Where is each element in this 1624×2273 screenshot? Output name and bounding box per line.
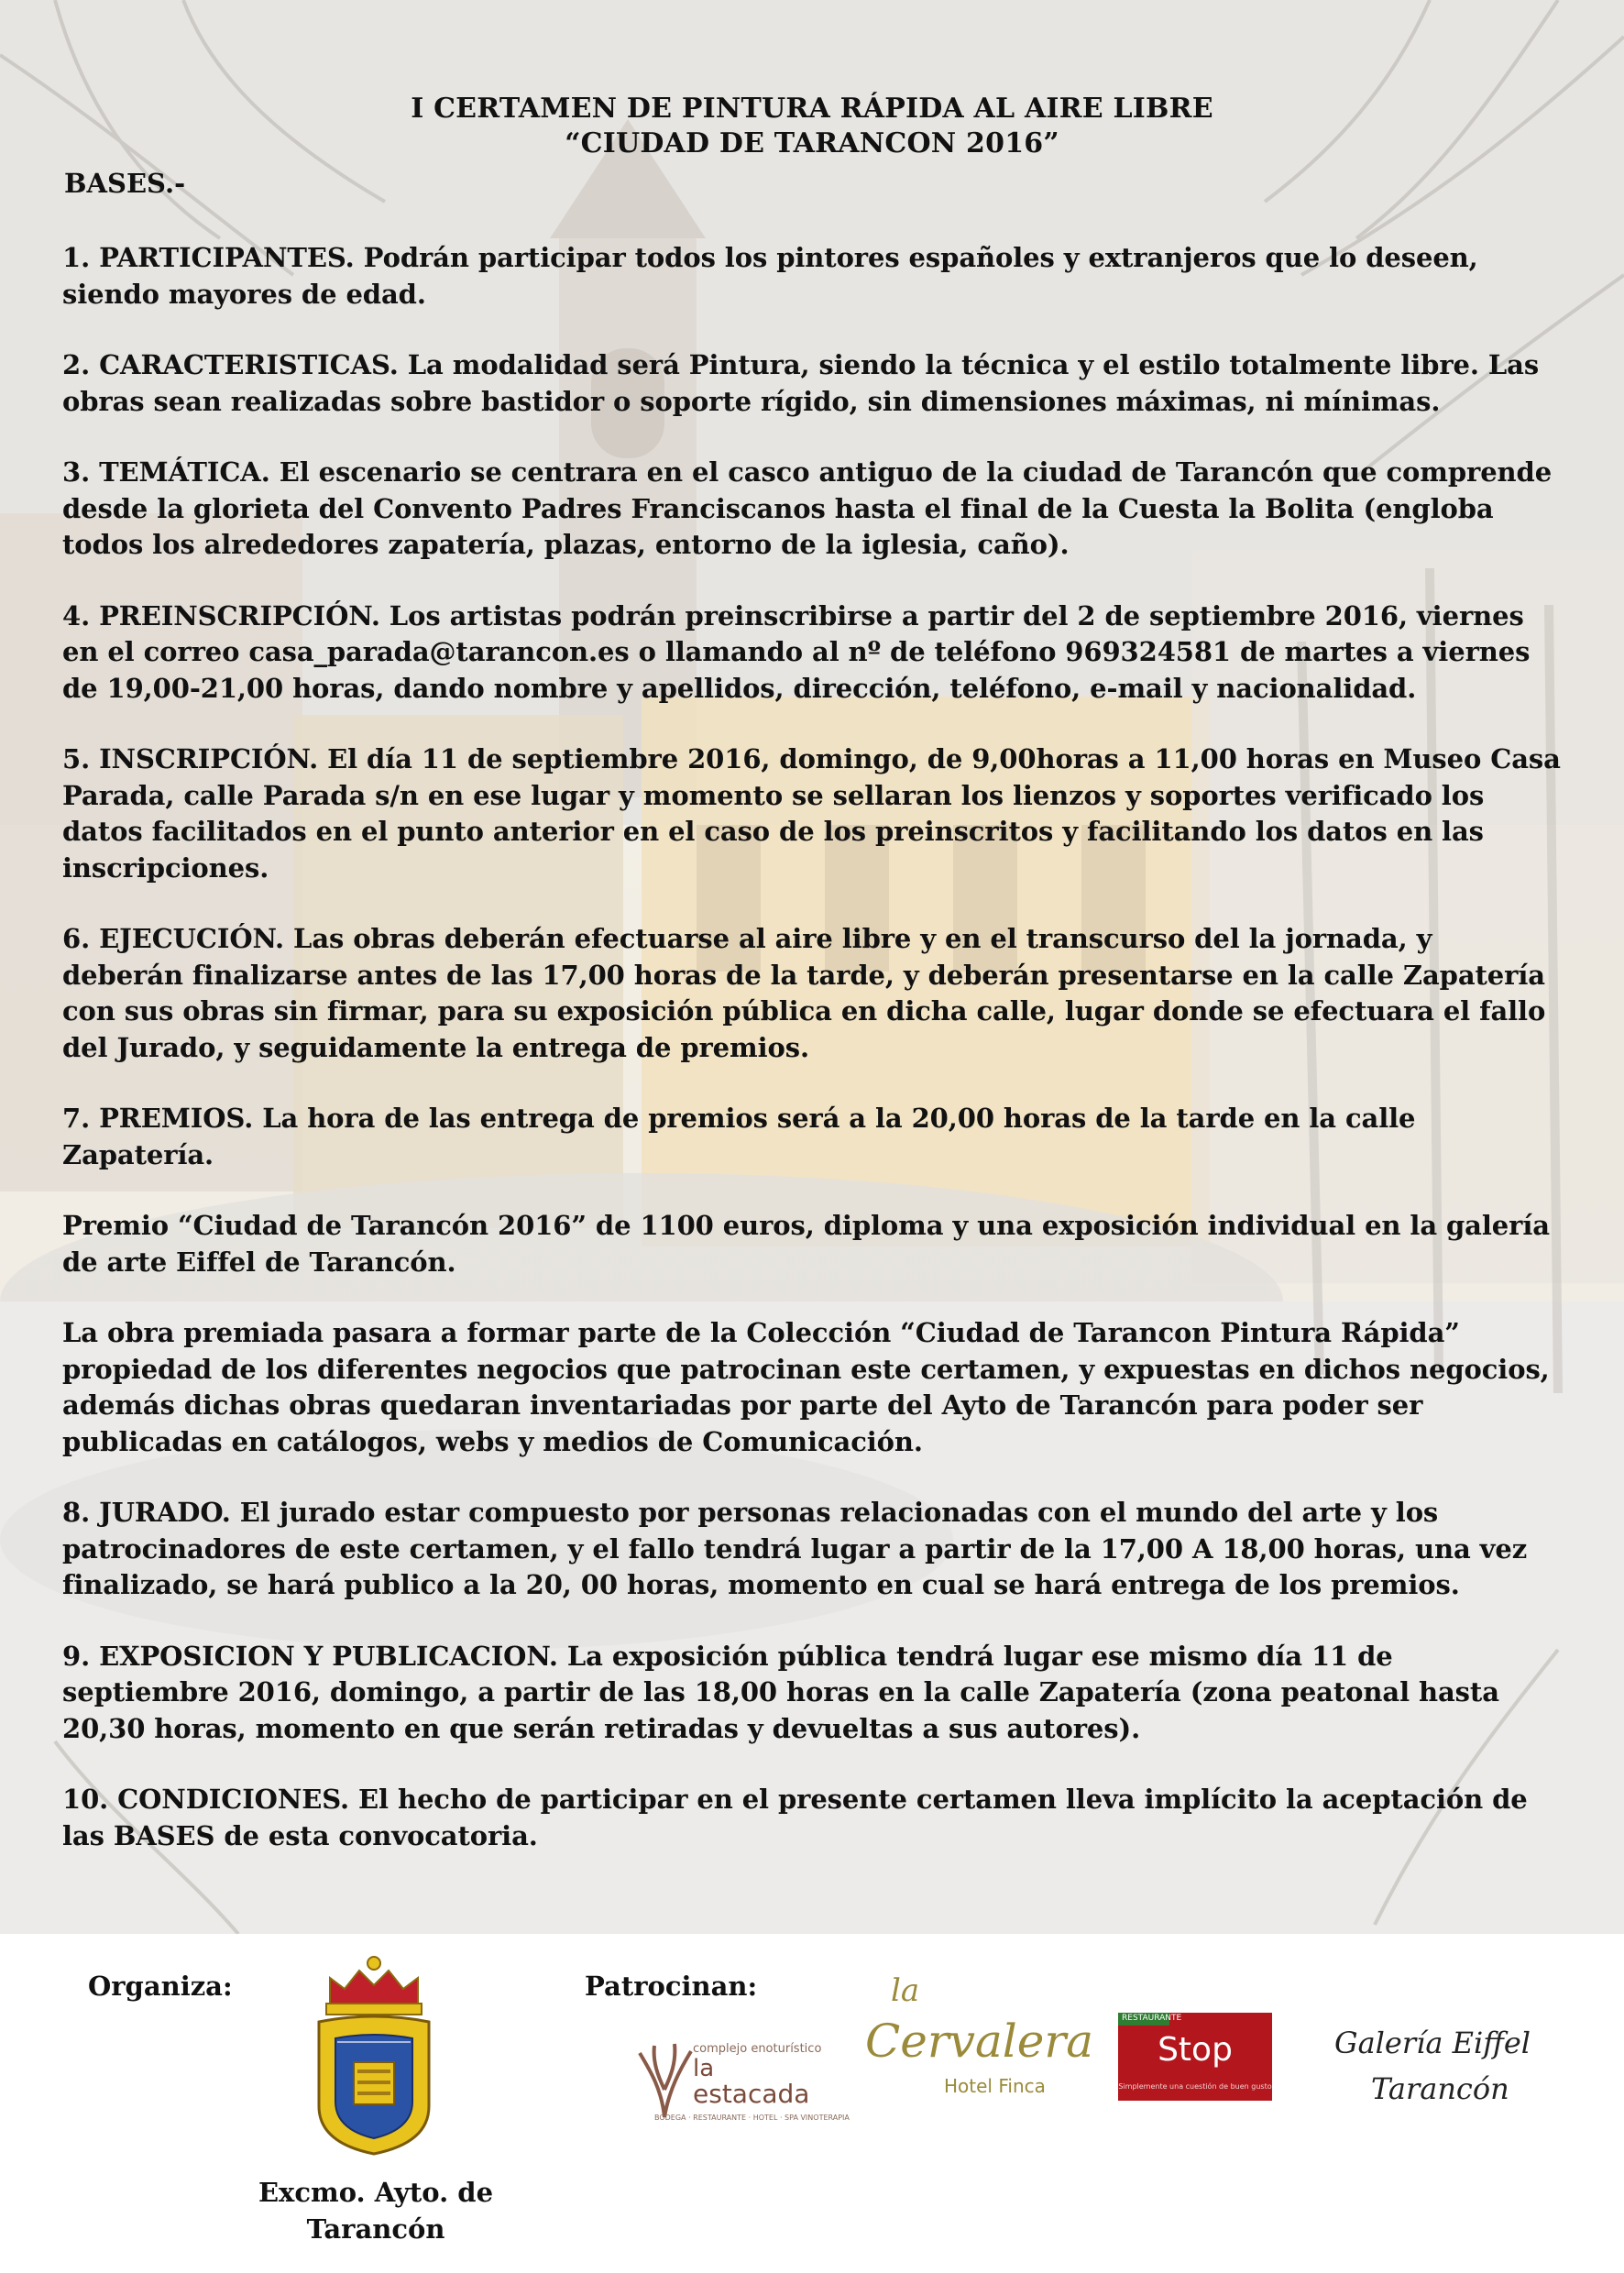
bases-label: BASES.- <box>64 168 186 199</box>
cervalera-name: Cervalera <box>865 2015 1094 2068</box>
organizer-caption <box>238 2174 513 2247</box>
section-text: La exposición pública tendrá lugar ese mismo día 11 de septiembre 2016, domingo, a partir de las 18,00 horas en la calle Zapatería (zona peatonal hasta 20,30 horas, momento en que serán retiradas y devueltas a sus autores). <box>62 1640 1499 1744</box>
coat-of-arms-icon <box>310 1950 438 2161</box>
section-heading: 7. PREMIOS. <box>62 1103 254 1134</box>
section-heading: 3. TEMÁTICA. <box>62 456 270 488</box>
estacada-name-1: la <box>693 2055 715 2082</box>
section-premios <box>62 1101 1562 1173</box>
section-inscripcion <box>62 741 1562 886</box>
footer <box>0 1934 1624 2273</box>
estacada-name-2: estacada <box>693 2079 810 2109</box>
document-body <box>62 92 1562 1854</box>
section-tematica <box>62 455 1562 564</box>
title-line-2: “CIUDAD DE TARANCON 2016” <box>565 127 1059 159</box>
section-text: La modalidad será Pintura, siendo la técnica y el estilo totalmente libre. Las obras sean realizadas sobre bastidor o soporte rígido, sin dimensiones máximas, ni mínimas. <box>62 349 1540 417</box>
organizer-caption-line-1: Excmo. Ayto. de <box>258 2177 494 2208</box>
section-obra-premiada <box>62 1315 1562 1460</box>
eiffel-line-1: Galería Eiffel <box>1334 2026 1531 2060</box>
section-text: El día 11 de septiembre 2016, domingo, de 9,00horas a 11,00 horas en Museo Casa Parada, calle Parada s/n en ese lugar y momento se sellaran los lienzos y soportes verificado los datos facilitados en el punto anterior en el caso de los preinscritos y facilitando los datos en las inscripciones. <box>62 743 1561 884</box>
section-text: El jurado estar compuesto por personas relacionadas con el mundo del arte y los patrocinadores de este certamen, y el fallo tendrá lugar a partir de la 17,00 A 18,00 horas, una vez finalizado, se hará publico a la 20, 00 horas, momento en cual se hará entrega de los premios. <box>62 1497 1528 1600</box>
patrocinan-label: Patrocinan: <box>585 1971 758 2002</box>
section-heading: 6. EJECUCIÓN. <box>62 923 285 954</box>
organiza-label: Organiza: <box>88 1971 233 2002</box>
section-heading: 10. CONDICIONES. <box>62 1784 350 1815</box>
stop-small: RESTAURANTE <box>1122 2014 1182 2023</box>
stop-logo <box>1118 2013 1272 2101</box>
cervalera-sub: Hotel Finca <box>944 2075 1046 2097</box>
section-preinscripcion <box>62 598 1562 708</box>
section-text: Los artistas podrán preinscribirse a partir del 2 de septiembre 2016, viernes en el correo casa_parada@tarancon.es o llamando al nº de teléfono 969324581 de martes a viernes de 19,00-21,00 horas, dando nombre y apellidos, dirección, teléfono, e-mail y nacionalidad. <box>62 599 1531 704</box>
section-condiciones <box>62 1782 1562 1854</box>
eiffel-line-2: Tarancón <box>1371 2071 1509 2106</box>
section-text: Las obras deberán efectuarse al aire libre y en el transcurso del la jornada, y deberán finalizarse antes de las 17,00 horas de la tarde, y deberán presentarse en la calle Zapatería con sus obras sin firmar, para su exposición pública en dicha calle, lugar donde se efectuara el fallo del Jurado, y seguidamente la entrega de premios. <box>62 923 1546 1063</box>
title-line-1: I CERTAMEN DE PINTURA RÁPIDA AL AIRE LIBRE <box>411 93 1213 125</box>
estacada-tagline: BODEGA · RESTAURANTE · HOTEL · SPA VINOTERAPIA <box>654 2114 850 2122</box>
section-ejecucion <box>62 921 1562 1066</box>
section-heading: 2. CARACTERISTICAS. <box>62 349 399 380</box>
section-text: La hora de las entrega de premios será a la 20,00 horas de la tarde en la calle Zapatería. <box>62 1103 1416 1170</box>
vine-icon <box>632 2035 697 2122</box>
section-text: El hecho de participar en el presente certamen lleva implícito la aceptación de las BASES de esta convocatoria. <box>62 1784 1528 1851</box>
section-text: El escenario se centrara en el casco antiguo de la ciudad de Tarancón que comprende desde la glorieta del Convento Padres Franciscanos hasta el final de la Cuesta la Bolita (engloba todos los alrededores zapatería, plazas, entorno de la iglesia, caño). <box>62 456 1553 560</box>
section-heading: 9. EXPOSICION Y PUBLICACION. <box>62 1640 558 1672</box>
organizer-caption-line-2: Tarancón <box>306 2213 445 2245</box>
stop-tagline: Simplemente una cuestión de buen gusto <box>1118 2082 1272 2091</box>
section-heading: 8. JURADO. <box>62 1497 231 1528</box>
section-participantes <box>62 240 1562 313</box>
stop-name: Stop <box>1158 2031 1233 2069</box>
section-caracteristicas <box>62 347 1562 420</box>
section-heading: 4. PREINSCRIPCIÓN. <box>62 599 380 631</box>
cervalera-la: la <box>891 1972 920 2009</box>
section-text: Podrán participar todos los pintores españoles y extranjeros que lo deseen, siendo mayores de edad. <box>62 242 1478 310</box>
section-text: Premio “Ciudad de Tarancón 2016” de 1100 euros, diploma y una exposición individual en la galería de arte Eiffel de Tarancón. <box>62 1210 1550 1278</box>
section-premio-detalle <box>62 1208 1562 1280</box>
section-heading: 1. PARTICIPANTES. <box>62 242 355 273</box>
estacada-small: complejo enoturístico <box>693 2042 822 2056</box>
section-jurado <box>62 1495 1562 1604</box>
section-text: La obra premiada pasara a formar parte de la Colección “Ciudad de Tarancon Pintura Rápida” propiedad de los diferentes negocios que patrocinan este certamen, y expuestas en dichos negocios, además dichas obras quedaran inventariadas por parte del Ayto de Tarancón para poder ser publicadas en catálogos, webs y medios de Comunicación. <box>62 1317 1550 1457</box>
section-exposicion <box>62 1639 1562 1748</box>
section-heading: 5. INSCRIPCIÓN. <box>62 743 319 774</box>
